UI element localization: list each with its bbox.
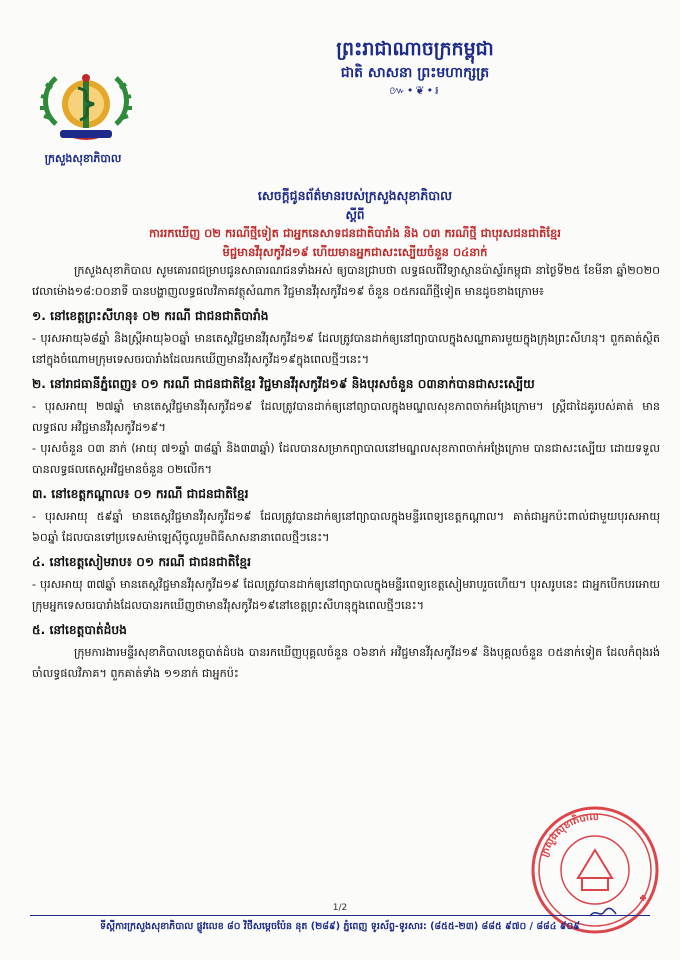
intro-paragraph: ក្រសួងសុខាភិបាល សូមគោរពជម្រាបជូនសាធារណជនទាំងអស់ ឲ្យបានជ្រាបថា លទ្ធផលពីវិទ្យាស្ថានប៉ាស្ទ័រកម្ពុជា នាថ្ងៃទី២៥ ខែមីនា ឆ្នាំ២០២០ វេលាម៉ោង១៨:០០នាទី បានបង្ហាញលទ្ធផលវិភាគវត្ថុសំណាក វិជ្ជមានវីរុសកូវីដ១៩ ចំនួន ០៥ករណីថ្មីទៀត មានដូចខាងក្រោម៖ — [32, 264, 660, 298]
section-heading: ៤. នៅខេត្តសៀមរាប៖ ០១ ករណី ជាជនជាតិខ្មែរ — [32, 555, 251, 569]
footer-address: ទីស្តីការក្រសួងសុខាភិបាល ផ្លូវលេខ ៨០ វិថីសម្តេចប៉ែន នុត (២៨៩) ភ្នំពេញ ទូរស័ព្ទ-ទូរសារ: (៨៥៥-២៣) ៨៨៥ ៩៧០ / ៨៨៤ ៩០៩ — [100, 921, 580, 932]
national-motto: ជាតិ សាសនា ព្រះមហាក្សត្រ — [340, 65, 490, 81]
section-heading: ៣. នៅខេត្តកណ្តាល៖ ០១ ករណី ជាជនជាតិខ្មែរ — [32, 487, 249, 501]
kingdom-header — [200, 36, 630, 98]
section-item: - បុរសអាយុ ៥៩ឆ្នាំ មានតេស្តវិជ្ជមានវីរុសកូវីដ១៩ ដែលត្រូវបានដាក់ឲ្យនៅព្យាបាលក្នុងមន្ទីរពេទ្យខេត្តកណ្តាល។ គាត់ជាអ្នកប៉ះពាល់ជាមួយបុរសអាយុ ៦០ឆ្នាំ ដែលបានទៅប្រទេសម៉ាឡេស៊ីចូលរួមពិធីសាសនានាពេលថ្មីៗនេះ។ — [32, 510, 660, 544]
header-ornament: ៚•❦•៛ — [389, 84, 441, 97]
document-title-block — [120, 186, 590, 262]
section-heading: ២. នៅរាជធានីភ្នំពេញ៖ ០១ ករណី ជាជនជាតិខ្មែរ វិជ្ជមានវីរុសកូវីដ១៩ និងបុរសចំនួន ០៣នាក់បានជាសះស្បើយ — [32, 377, 535, 391]
kingdom-name: ព្រះរាជាណាចក្រកម្ពុជា — [336, 38, 494, 60]
svg-text:ក្រសួងសុខាភិបាល — [539, 812, 600, 859]
section-item: - បុរសអាយុ ៣៧ឆ្នាំ មានតេស្តវិជ្ជមានវីរុសកូវីដ១៩ ដែលត្រូវបានដាក់ឲ្យនៅព្យាបាលក្នុងមន្ទីរពេទ្យខេត្តសៀមរាបរួចហើយ។ បុរសរូបនេះ ជាអ្នកបើកបរអោយក្រុមអ្នកទេសចរបារាំងដែលបានរកឃើញថាមានវីរុសកូវីដ១៩នៅខេត្តព្រះសីហនុក្នុងពេលថ្មីៗនេះ។ — [32, 578, 660, 612]
section-heading: ៥. នៅខេត្តបាត់ដំបង — [32, 623, 127, 637]
footer-divider — [30, 915, 650, 916]
page-number: 1/2 — [332, 903, 348, 913]
document-body — [32, 260, 660, 684]
ministry-name: ក្រសួងសុខាភិបាល — [44, 152, 122, 165]
document-subject-line-1: ការរកឃើញ ០២ ករណីថ្មីទៀត ជាអ្នកនេសាទជនជាតិបារាំង និង ០៣ ករណីថ្មី ជាបុរសជនជាតិខ្មែរ — [149, 226, 561, 240]
document-subject-label: ស្តីពី — [345, 208, 365, 222]
ministry-logo-icon — [34, 60, 138, 148]
section-item: - បុរសអាយុ ២៧ឆ្នាំ មានតេស្តវិជ្ជមានវីរុសកូវីដ១៩ ដែលត្រូវបានដាក់ឲ្យនៅព្យាបាលក្នុងមណ្ឌលសុខភាពចាក់អង្រែក្រោម។ ស្ត្រីជាដៃគូរបស់គាត់ មានលទ្ធផល អវិជ្ជមានវីរុសកូវីដ១៩។ — [32, 400, 660, 434]
document-title: សេចក្តីជូនព័ត៌មានរបស់ក្រសួងសុខាភិបាល — [257, 188, 453, 203]
section-item: - បុរសចំនួន ០៣ នាក់ (អាយុ ៧១ឆ្នាំ ៣៨ឆ្នាំ និង៣៣ឆ្នាំ) ដែលបានសម្រាកព្យាបាលនៅមណ្ឌលសុខភាពចាក់អង្រែក្រោម បានជាសះស្បើយ ដោយទទួលបានលទ្ធផលតេស្តអវិជ្ជមានចំនួន ០២លើក។ — [32, 442, 660, 476]
signature-mark — [588, 906, 618, 920]
section-heading: ១. នៅខេត្តព្រះសីហនុ៖ ០២ ករណី ជាជនជាតិបារាំង — [32, 309, 269, 323]
section-item: - បុរសអាយុ៦៨ឆ្នាំ និងស្ត្រីអាយុ៦០ឆ្នាំ មានតេស្តវិជ្ជមានវីរុសកូវីដ១៩ ដែលត្រូវបានដាក់ឲ្យនៅព្យាបាលក្នុងសណ្ឋាគារមួយក្នុងក្រុងព្រះសីហនុ។ ពួកគាត់ស្ថិតនៅក្នុងចំណោមក្រុមទេសចរបារាំងដែលរកឃើញមានវីរុសកូវីដ១៩ក្នុងពេលថ្មីៗនេះ។ — [32, 332, 660, 366]
document-subject-line-2: មិជ្ជមានវីរុសកូវីដ១៩ ហើយមានអ្នកជាសះស្បើយចំនួន ០៤នាក់ — [222, 245, 488, 259]
section-item: ក្រុមការងារមន្ទីរសុខាភិបាលខេត្តបាត់ដំបង បានរកឃើញបុគ្គលចំនួន ០៦នាក់ អវិជ្ជមានវីរុសកូវីដ១៩ និងបុគ្គលចំនួន ០៥នាក់ទៀត ដែលកំពុងរង់ចាំលទ្ធផលវិភាគ។ ពួកគាត់ទាំង ១១នាក់ ជាអ្នកប៉ះ — [32, 646, 660, 680]
stamp-text: ក្រសួងសុខាភិបាល — [538, 811, 599, 859]
